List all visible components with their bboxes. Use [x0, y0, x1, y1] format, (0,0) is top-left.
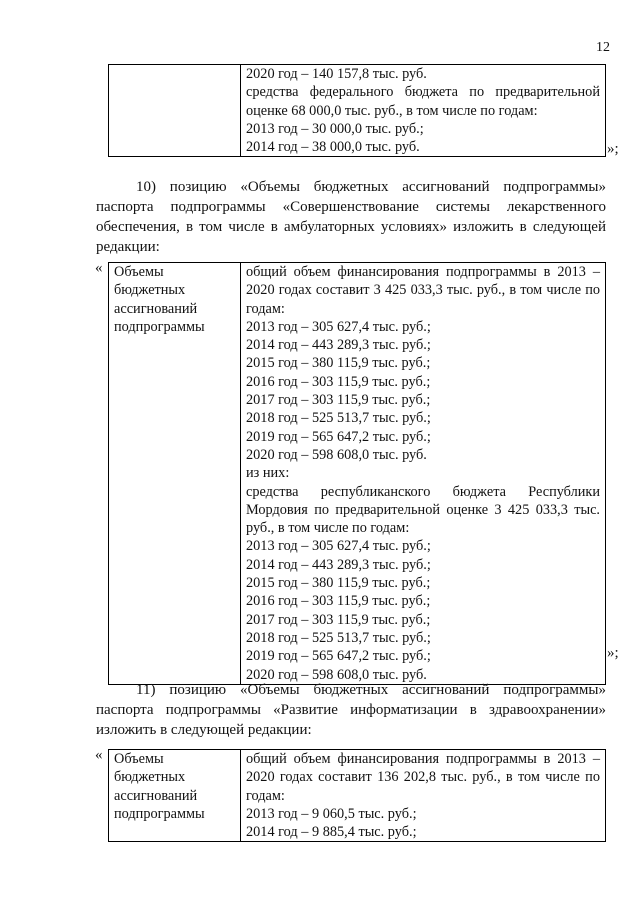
table-line: 2013 год – 9 060,5 тыс. руб.; — [246, 805, 417, 822]
table-line: 2015 год – 380 115,9 тыс. руб.; — [246, 575, 431, 592]
table-line: 2014 год – 38 000,0 тыс. руб. — [246, 139, 420, 156]
table-line: 2013 год – 305 627,4 тыс. руб.; — [246, 538, 431, 555]
table-line: 2013 год – 30 000,0 тыс. руб.; — [246, 120, 424, 137]
table-line: 2017 год – 303 115,9 тыс. руб.; — [246, 392, 431, 409]
table-line: 2016 год – 303 115,9 тыс. руб.; — [246, 593, 431, 610]
table-line: 2013 год – 305 627,4 тыс. руб.; — [246, 318, 431, 335]
paragraph-11 — [96, 680, 606, 740]
opening-quote: « — [95, 747, 103, 763]
table-line: 2020 год – 598 608,0 тыс. руб. — [246, 446, 427, 463]
table-line: 2020 год – 140 157,8 тыс. руб. — [246, 66, 427, 82]
table-right-cell — [241, 750, 606, 842]
budget-table-subprogram-drug-supply — [108, 262, 606, 685]
closing-quote: »; — [607, 645, 619, 661]
table-line: 2020 год – 598 608,0 тыс. руб. — [246, 666, 427, 683]
opening-quote: « — [95, 260, 103, 276]
paragraph-11-text: 11) позицию «Объемы бюджетных ассигнований подпрограммы» паспорта подпрограммы «Развитие информатизации в здравоохранении» изложить в следующей редакции: — [96, 682, 606, 738]
budget-table-continued — [108, 64, 606, 157]
table-line: 2018 год – 525 513,7 тыс. руб.; — [246, 629, 431, 646]
paragraph-10-text: 10) позицию «Объемы бюджетных ассигнований подпрограммы» паспорта подпрограммы «Совершенствование системы лекарственного обеспечения, в том числе в амбулаторных условиях» изложить в следующей редакции: — [96, 179, 606, 255]
table-right-cell — [241, 263, 606, 685]
table-line: 2014 год – 443 289,3 тыс. руб.; — [246, 337, 431, 354]
table-line: общий объем финансирования подпрограммы в 2013 – 2020 годах составит 136 202,8 тыс. руб., в том числе по годам: — [246, 751, 600, 804]
budget-table-subprogram-informatization — [108, 749, 606, 842]
table-line: общий объем финансирования подпрограммы в 2013 – 2020 годах составит 3 425 033,3 тыс. руб., в том числе по годам: — [246, 264, 600, 317]
table-line: 2019 год – 565 647,2 тыс. руб.; — [246, 428, 431, 445]
table-line: 2014 год – 9 885,4 тыс. руб.; — [246, 824, 417, 841]
table-line: 2017 год – 303 115,9 тыс. руб.; — [246, 611, 431, 628]
table-left-cell: Объемы бюджетных ассигнований подпрограммы — [109, 263, 241, 685]
table-line: 2014 год – 443 289,3 тыс. руб.; — [246, 556, 431, 573]
table-line: из них: — [246, 465, 290, 482]
table-left-cell — [109, 65, 241, 157]
table-line: средства федерального бюджета по предварительной оценке 68 000,0 тыс. руб., в том числе по годам: — [246, 84, 600, 119]
closing-quote: »; — [607, 141, 619, 157]
table-line: 2015 год – 380 115,9 тыс. руб.; — [246, 355, 431, 372]
page-number: 12 — [596, 40, 610, 55]
table-line: 2016 год – 303 115,9 тыс. руб.; — [246, 373, 431, 390]
table-line: 2019 год – 565 647,2 тыс. руб.; — [246, 648, 431, 665]
table-line: 2018 год – 525 513,7 тыс. руб.; — [246, 410, 431, 427]
table-right-cell — [241, 65, 606, 157]
table-left-cell: Объемы бюджетных ассигнований подпрограммы — [109, 750, 241, 842]
paragraph-10 — [96, 177, 606, 257]
table-line: средства республиканского бюджета Республики Мордовия по предварительной оценке 3 425 033,3 тыс. руб., в том числе по годам: — [246, 483, 600, 537]
